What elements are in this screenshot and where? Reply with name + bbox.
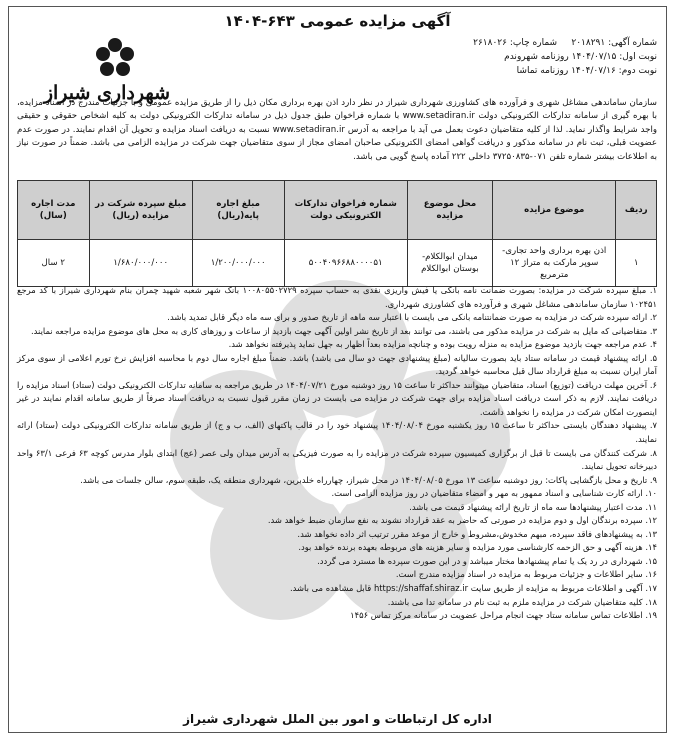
clause-18: ۱۸. کلیه متقاضیان شرکت در مزایده ملزم به ثبت نام در سامانه تدا می باشند. xyxy=(387,596,657,607)
clause-8: ۸. شرکت کنندگان می بایست تا قبل از برگزاری کمیسیون سپرده شرکت در مزایده را به صورت فیزیکی به آدرس میدان ولی عصر (عج) ابتدای بلوار مدرس کوچه ۶۳ فرعی ۶۳/۱ واحد دبیرخانه تحویل نمایند. xyxy=(17,447,657,472)
table-row xyxy=(18,240,657,287)
col-header-duration: مدت اجاره (سال) xyxy=(18,181,90,240)
auction-table xyxy=(17,180,657,287)
footer-signature: اداره کل ارتباطات و امور بین الملل شهرداری شیراز xyxy=(183,712,492,726)
print-number: ۲۶۱۸۰۲۶ xyxy=(473,38,507,48)
table-header-row xyxy=(18,181,657,240)
shiraz-municipality-flower-icon xyxy=(93,36,137,80)
cell-subject: اذن بهره برداری واحد تجاری- سوپر مارکت به متراژ ۱۲ مترمربع xyxy=(492,240,615,287)
clause-9: ۹. تاریخ و محل بازگشایی پاکات: روز دوشنبه ساعت ۱۳ مورخ ۱۴۰۴/۰۸/۰۵ در محل شیراز، چهارراه خلدبرین، شهرداری منطقه یک، طبقه سوم، سالن جلسات می باشد. xyxy=(80,474,657,485)
notice-title: آگهی مزایده عمومی ۶۴۳-۱۴۰۴ xyxy=(224,12,451,30)
print-number-label: شماره چاپ: xyxy=(509,38,558,48)
clause-2: ۲. ارائه سپرده شرکت در مزایده به صورت ضمانتنامه بانکی می بایست با اعتبار سه ماهه از تاریخ صدور و برای سه ماه دیگر قابل تمدید باشد. xyxy=(167,312,657,323)
col-header-row-number: ردیف xyxy=(616,181,657,240)
clause-7: ۷. پیشنهاد دهندگان بایستی حداکثر تا ساعت ۱۵ روز یکشنبه مورخ ۱۴۰۴/۰۸/۰۴ پیشنهاد خود را در قالب پاکتهای (الف، ب و ج) از طریق سامانه تدارکات الکترونیکی دولت (ستاد) ارائه نمایند. xyxy=(17,420,657,445)
cell-tender-number: ۵۰۰۴۰۹۶۶۸۸۰۰۰۰۵۱ xyxy=(284,240,407,287)
cell-base-rent: ۱/۲۰۰/۰۰۰/۰۰۰ xyxy=(192,240,284,287)
clause-19: ۱۹. اطلاعات تماس سامانه ستاد جهت انجام مراحل عضویت در سامانه مرکز تماس ۱۴۵۶ xyxy=(350,610,657,621)
clause-13: ۱۳. به پیشنهادهای فاقد سپرده، مبهم مخدوش،مشروط و خارج از موعد مقرر ترتیب اثر داده نخواهد شد. xyxy=(297,528,657,539)
clause-16: ۱۶. سایر اطلاعات و جزئیات مربوط به مزایده در اسناد مزایده مندرج است. xyxy=(395,569,657,580)
intro-paragraph: سازمان ساماندهی مشاغل شهری و فرآورده های کشاورزی شهرداری شیراز در نظر دارد اذن بهره برداری مکان ذیل را از طریق مزایده عمومی و با جزئیات مندرج در اسناد مزایده، با بهره گیری از سامانه تدارکات الکترونیکی دولت www.setadiran.ir با شماره فراخوان طبق جدول ذیل در سامانه تدارکات الکترونیکی دولت به کلیه اشخاص حقوقی و حقیقی واجد شرایط واگذار نماید. لذا از کلیه متقاضیان دعوت بعمل می آید با مراجعه به آدرس www.setadiran.ir نسبت به دریافت اسناد مزایده و تحویل آن اقدام نمایند. در صورت عدم عضویت قبلی، ثبت نام در سامانه مذکور و دریافت گواهی امضای الکترونیکی صاحبان امضای مجاز از سوی متقاضیان جهت شرکت در مزایده الزامی می باشد. ضمناً در صورت نیاز به اطلاعات بیشتر شماره تلفن ۰۷۱-۳۷۲۵۰۸۳۵ داخلی ۲۲۲ آماده پاسخ گویی می باشد. xyxy=(17,98,657,162)
cell-row-number: ۱ xyxy=(616,240,657,287)
clause-14: ۱۴. هزینه آگهی و حق الزحمه کارشناسی مورد مزایده و سایر هزینه های مربوطه بعهده برنده خواهد بود. xyxy=(298,542,657,553)
clause-15: ۱۵. شهرداری در رد یک یا تمام پیشنهادها مختار میباشد و در این صورت سپرده ها مسترد می گردد. xyxy=(317,555,657,566)
col-header-base-rent: مبلغ اجاره پایه(ریال) xyxy=(192,181,284,240)
ad-print-numbers xyxy=(357,36,657,50)
cell-duration: ۲ سال xyxy=(18,240,90,287)
second-print-date: نوبت دوم: ۱۴۰۴/۰۷/۱۶ روزنامه تماشا xyxy=(516,66,657,76)
ad-number: ۲۰۱۸۲۹۱ xyxy=(571,38,606,48)
logo-text: شهرداری شیراز xyxy=(43,82,170,104)
first-print-date: نوبت اول: ۱۴۰۴/۰۷/۱۵ روزنامه شهروندم xyxy=(504,52,657,62)
clause-17: ۱۷. آگهی و اطلاعات مربوط به مزایده از طریق سایت https://shaffaf.shiraz.ir قابل مشاهده می باشد. xyxy=(289,583,657,594)
clause-5: ۵. ارائه پیشنهاد قیمت در سامانه ستاد باید بصورت سالیانه (مبلغ پیشنهادی جهت دو سال می باشد) باشد. ضمناً مبلغ اجاره سال دوم با محاسبه افزایش نرخ تورم اعلامی از سوی مرکز آمار ایران نسبت به مبلغ قرارداد سال قبل محاسبه خواهد گردید. xyxy=(17,352,657,377)
cell-location: میدان ابوالکلام- بوستان ابوالکلام xyxy=(407,240,492,287)
clause-11: ۱۱. مدت اعتبار پیشنهادها سه ماه از تاریخ ارائه پیشنهاد قیمت می باشد. xyxy=(409,501,657,512)
notice-meta xyxy=(357,36,657,78)
ad-number-label: شماره آگهی: xyxy=(608,38,657,48)
col-header-tender-number: شماره فراخوان تدارکات الکترونیکی دولت xyxy=(284,181,407,240)
col-header-location: محل موضوع مزایده xyxy=(407,181,492,240)
clause-1: ۱. مبلغ سپرده شرکت در مزایده: بصورت ضمانت نامه بانکی یا فیش واریزی نقدی به حساب سپرده ۱۰۰۸۰۵۵۰۲۷۲۹ بانک شهر شعبه شهید چمران بنام شهرداری شیراز با کد مرجع ۱۰۲۴۵۱ سازمان ساماندهی مشاغل شهری و فرآورده های کشاورزی شهرداری. xyxy=(17,285,658,309)
clause-12: ۱۲. سپرده برندگان اول و دوم مزایده در صورتی که حاضر به عقد قرارداد نشوند به نفع سازمان ضبط خواهد شد. xyxy=(267,515,657,526)
cell-deposit: ۱/۶۸۰/۰۰۰/۰۰۰ xyxy=(89,240,192,287)
clause-3: ۳. متقاضیانی که مایل به شرکت در مزایده مذکور می باشند، می توانند بعد از تاریخ نشر اولین آگهی جهت بازدید از ساعات و روزهای کاری به محل های موضوع مزایده مراجعه نمایند. xyxy=(31,325,657,336)
clause-4: ۴. عدم مراجعه جهت بازدید موضوع مزایده به منزله رویت بوده و چنانچه مزایده بعداً اظهار به جهل نماید پذیرفته نخواهد شد. xyxy=(228,339,657,350)
col-header-subject: موضوع مزایده xyxy=(492,181,615,240)
conditions-list xyxy=(17,284,657,623)
clause-6: ۶. آخرین مهلت دریافت (توزیع) اسناد، متقاضیان میتوانند حداکثر تا ساعت ۱۵ روز دوشنبه مورخ ۱۴۰۴/۰۷/۲۱ در طریق مراجعه به سامانه تدارکات الکترونیکی دولت (ستاد) اسناد مزایده را دریافت نمایند. لازم به ذکر است دریافت اسناد مزایده برای جهت شرکت در مزایده می بایست در زمان مقرر قبول نسبت به دریافت اسناد صرفاً از طریق سامانه اقدام نمایند در غیر اینصورت امکان شرکت در مزایده را نخواهد داشت. xyxy=(17,379,657,417)
col-header-deposit: مبلغ سپرده شرکت در مزایده (ریال) xyxy=(89,181,192,240)
clause-10: ۱۰. ارائه کارت شناسایی و اسناد ممهور به مهر و امضاء متقاضیان در روز مزایده الزامی است. xyxy=(331,488,657,499)
